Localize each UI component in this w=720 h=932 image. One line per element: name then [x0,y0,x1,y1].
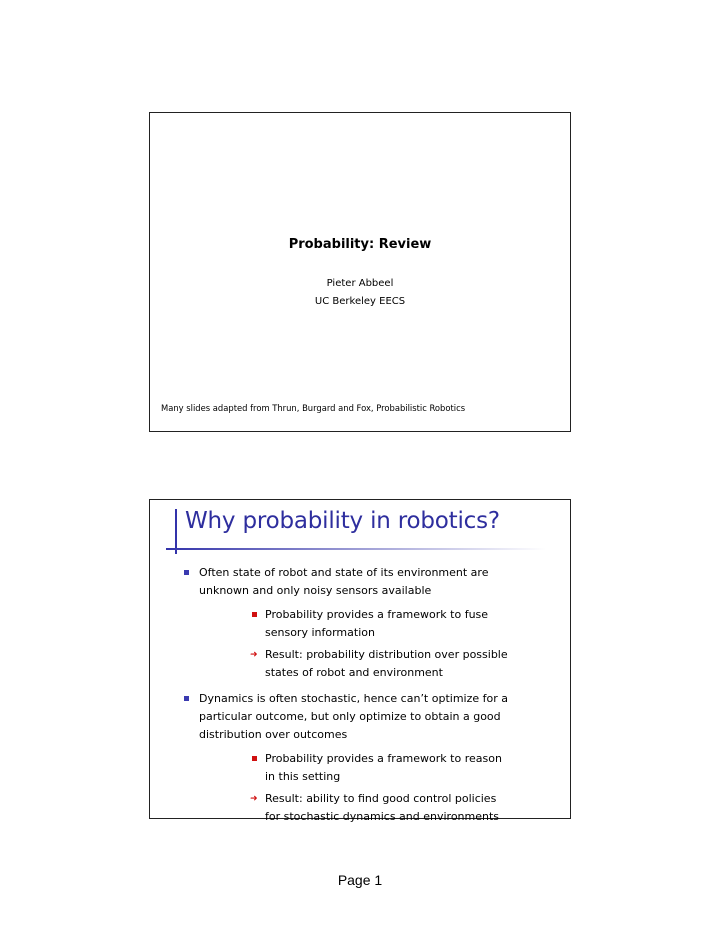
sub-bullet-text: Result: probability distribution over possible states of robot and environment [265,648,508,679]
sub-bullet-text: Result: ability to find good control policies for stochastic dynamics and environments [265,792,500,823]
red-square-bullet-icon [252,612,257,617]
sub-bullet-text: Probability provides a framework to reason in this setting [265,752,502,783]
sub-bullet-item [199,646,540,682]
bullet-item [150,564,570,682]
sub-bullet-item [199,750,540,786]
bullet-item [150,690,570,826]
sub-bullet-item [199,606,540,642]
slide-credit: Many slides adapted from Thrun, Burgard and Fox, Probabilistic Robotics [161,403,466,413]
bullet-text: Often state of robot and state of its environment are unknown and only noisy sensors available [199,566,489,597]
page-number: Page 1 [337,872,383,888]
sub-bullet-item [199,790,540,826]
slide-why-probability [149,499,571,823]
author-affiliation: UC Berkeley EECS [314,296,406,307]
square-bullet-icon [184,570,189,575]
author-name: Pieter Abbeel [326,278,394,289]
red-square-bullet-icon [252,756,257,761]
bullet-list [150,564,570,834]
slide-title-page [149,112,571,432]
bullet-text: Dynamics is often stochastic, hence can’t optimize for a particular outcome, but only optimize to obtain a good distribution over outcomes [199,692,508,741]
slide-title: Probability: Review [288,237,432,252]
arrow-bullet-icon: ➜ [250,650,258,660]
slide-heading: Why probability in robotics? [185,508,500,534]
arrow-bullet-icon: ➜ [250,794,258,804]
title-accent-horizontal [166,548,546,550]
square-bullet-icon [184,696,189,701]
sub-bullet-text: Probability provides a framework to fuse sensory information [265,608,489,639]
